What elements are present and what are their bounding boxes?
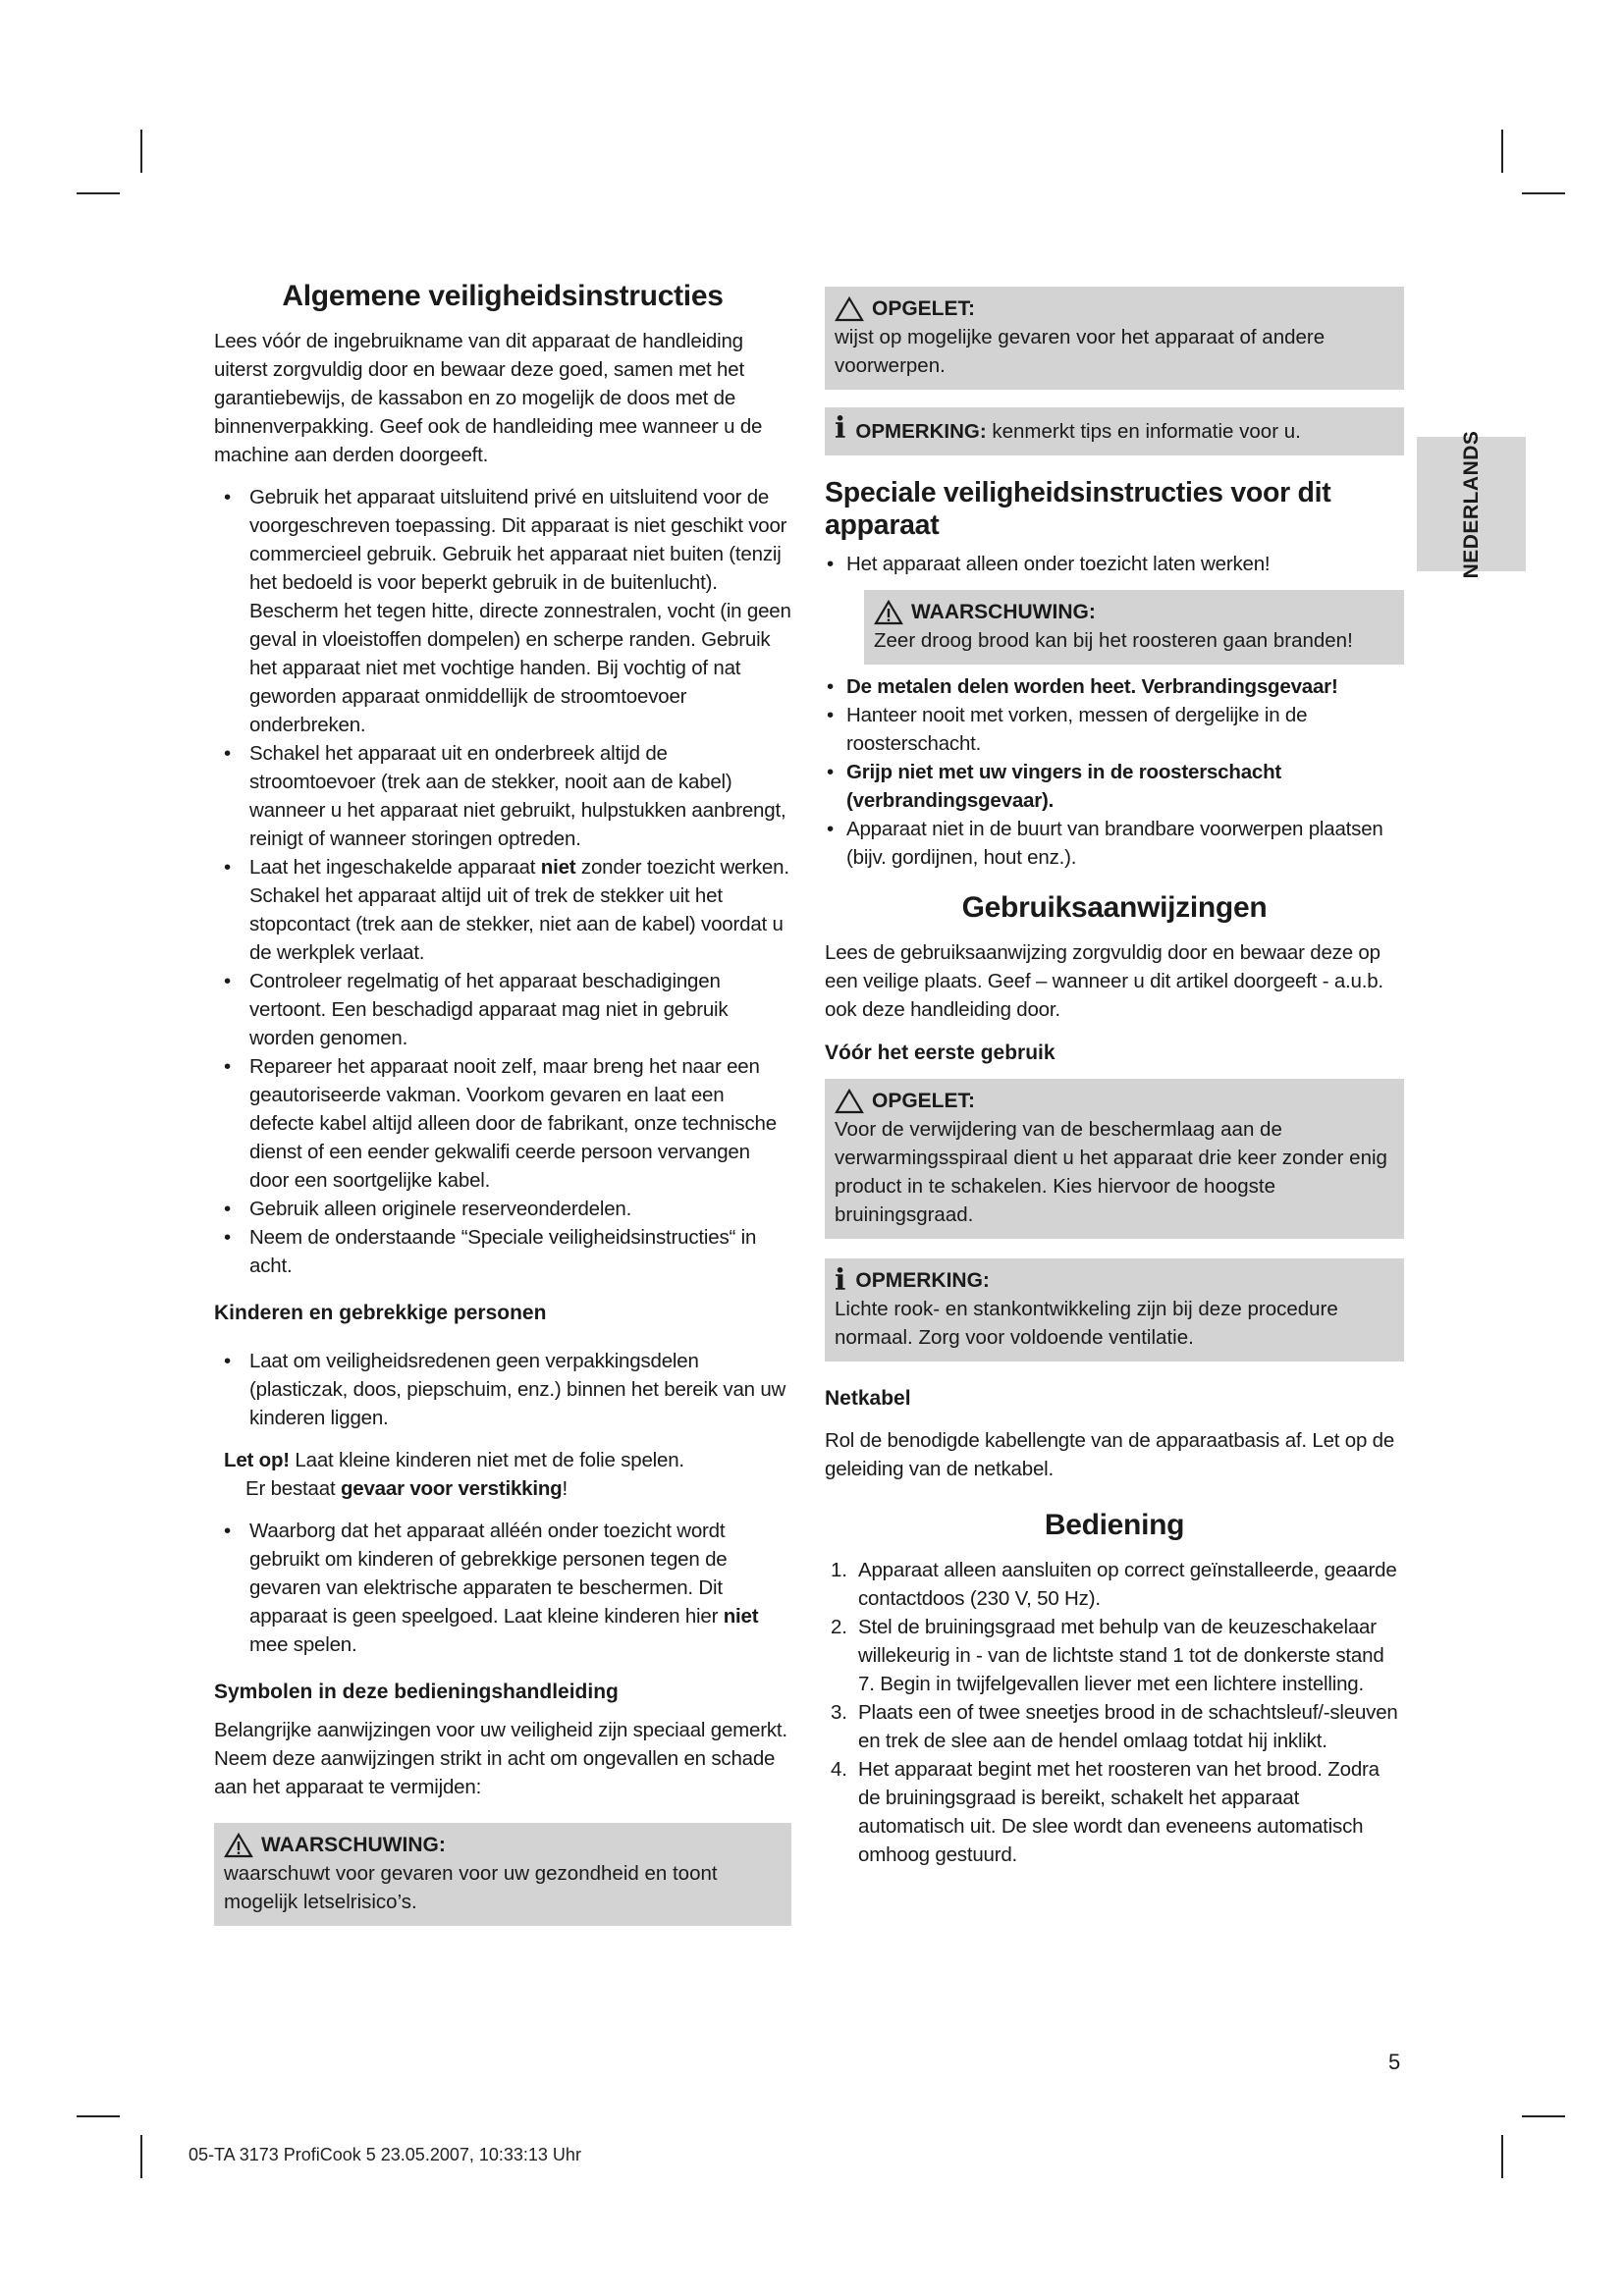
crop-mark xyxy=(1501,130,1503,173)
list-item: • Apparaat niet in de buurt van brandbare voorwerpen plaatsen (bijv. gordijnen, hout enz.). xyxy=(827,818,1383,869)
list-item: • Grijp niet met uw vingers in de roosterschacht (verbrandingsgevaar). xyxy=(827,761,1282,812)
note-box-2-text: Lichte rook- en stankontwikkeling zijn bij deze procedure normaal. Zorg voor voldoende ventilatie. xyxy=(835,1298,1338,1349)
left-column xyxy=(214,280,791,1926)
list-item: • Gebruik alleen originele reserveonderdelen. xyxy=(224,1198,632,1220)
warning-box xyxy=(214,1823,791,1926)
children-bullet-list xyxy=(214,1347,791,1432)
caution-box-2 xyxy=(825,1079,1404,1239)
heading-cable: Netkabel xyxy=(825,1387,911,1410)
list-item: 1. Apparaat alleen aansluiten op correct geïnstalleerde, geaarde contactdoos (230 V, 50 Hz). xyxy=(831,1559,1397,1610)
crop-mark xyxy=(140,130,142,173)
crop-mark xyxy=(1522,2115,1565,2117)
cable-paragraph: Rol de benodigde kabellengte van de apparaatbasis af. Let op de geleiding van de netkabel. xyxy=(825,1429,1395,1480)
list-item: 2. Stel de bruiningsgraad met behulp van de keuzeschakelaar willekeurig in - van de lichtste stand 1 tot de donkerste stand 7. Begin in twijfelgevallen liever met een lichtere instelling. xyxy=(831,1616,1384,1695)
note-box: i OPMERKING: kenmerkt tips en informatie voor u. xyxy=(825,407,1404,455)
crop-mark xyxy=(77,192,120,194)
caution-triangle-icon xyxy=(835,1089,864,1114)
caution-box-2-text: Voor de verwijdering van de beschermlaag aan de verwarmingsspiraal dient u het apparaat drie keer zonder enig product in te schakelen. Kies hiervoor de hoogste bruiningsgraad. xyxy=(835,1118,1387,1226)
warning-triangle-icon xyxy=(224,1833,253,1858)
list-item: • Controleer regelmatig of het apparaat beschadigingen vertoont. Een beschadigd apparaat mag niet in gebruik worden genomen. xyxy=(224,970,729,1049)
list-item: • Waarborg dat het apparaat alléén onder toezicht wordt gebruikt om kinderen of gebrekkige personen tegen de gevaren van elektrische apparaten te beschermen. Dit apparaat is geen speelgoed. Laat kleine kinderen hier niet mee spelen. xyxy=(224,1520,759,1656)
section-title-special-safety: Speciale veiligheidsinstructies voor dit apparaat xyxy=(825,477,1331,541)
caution-box-title: OPGELET: xyxy=(872,297,976,320)
heading-first-use: Vóór het eerste gebruik xyxy=(825,1041,1056,1064)
list-item: • Repareer het apparaat nooit zelf, maar breng het naar een geautoriseerde vakman. Voorkom gevaren en laat een defecte kabel altijd alleen door de fabrikant, onze technische dienst of een eender gekwalifi ceerde persoon vervangen door een soortgelijke kabel. xyxy=(224,1055,777,1192)
warning-box-title: WAARSCHUWING: xyxy=(261,1834,446,1856)
info-icon: i xyxy=(835,411,846,446)
crop-mark xyxy=(77,2115,120,2117)
warning-box-2 xyxy=(864,590,1404,665)
safety-bullet-list xyxy=(214,483,791,1280)
special-bullet-list xyxy=(825,550,1404,578)
list-item: 3. Plaats een of twee sneetjes brood in de schachtsleuf/-sleuven en trek de slee aan de hendel omlaag totdat hij inklikt. xyxy=(831,1701,1398,1752)
list-item: • Neem de onderstaande “Speciale veiligheidsinstructies“ in acht. xyxy=(224,1226,757,1277)
operation-steps xyxy=(825,1556,1404,1869)
info-icon: i xyxy=(835,1262,846,1298)
heading-children: Kinderen en gebrekkige personen xyxy=(214,1302,547,1324)
list-item: • Laat het ingeschakelde apparaat niet zonder toezicht werken. Schakel het apparaat altijd uit of trek de stekker uit het stopcontact (trek aan de stekker, niet aan de kabel) voordat u de werkplek verlaat. xyxy=(224,856,789,964)
section-title-usage: Gebruiksaanwijzingen xyxy=(961,891,1268,924)
crop-mark xyxy=(1522,192,1565,194)
warning-box-text: waarschuwt voor gevaren voor uw gezondheid en toont mogelijk letselrisico’s. xyxy=(224,1862,718,1913)
note-box-2-title: OPMERKING: xyxy=(855,1269,990,1292)
intro-paragraph: Lees vóór de ingebruikname van dit apparaat de handleiding uiterst zorgvuldig door en bewaar deze goed, samen met het garantiebewijs, de kassabon en zo mogelijk de doos met de binnenverpakking. Geef ook de handleiding mee wanneer u de machine aan derden doorgeeft. xyxy=(214,330,763,466)
caution-note: Let op! Laat kleine kinderen niet met de folie spelen. Er bestaat gevaar voor verstikking! xyxy=(224,1449,684,1500)
page-number: 5 xyxy=(1388,2050,1401,2074)
list-item: • Het apparaat alleen onder toezicht laten werken! xyxy=(827,553,1271,575)
crop-mark xyxy=(1501,2135,1503,2178)
caution-box-2-title: OPGELET: xyxy=(872,1090,976,1112)
list-item: • Laat om veiligheidsredenen geen verpakkingsdelen (plasticzak, doos, piepschuim, enz.) binnen het bereik van uw kinderen liggen. xyxy=(224,1350,786,1429)
language-tab xyxy=(1417,430,1526,578)
warning-triangle-icon xyxy=(874,600,903,625)
language-tab-label: NEDERLANDS xyxy=(1459,430,1483,578)
right-column xyxy=(825,287,1404,1869)
section-title-general-safety: Algemene veiligheidsinstructies xyxy=(282,280,724,312)
crop-mark xyxy=(140,2135,142,2178)
caution-box xyxy=(825,287,1404,390)
section-title-operation: Bediening xyxy=(1044,1509,1185,1541)
caution-box-text: wijst op mogelijke gevaren voor het apparaat of andere voorwerpen. xyxy=(835,326,1326,377)
warning-box-2-title: WAARSCHUWING: xyxy=(911,601,1096,623)
warning-box-2-text: Zeer droog brood kan bij het roosteren gaan branden! xyxy=(874,629,1353,652)
list-item: • De metalen delen worden heet. Verbrandingsgevaar! xyxy=(827,675,1338,698)
note-box-2 xyxy=(825,1258,1404,1362)
print-footer: 05-TA 3173 ProfiCook 5 23.05.2007, 10:33:13 Uhr xyxy=(189,2145,581,2164)
list-item: • Gebruik het apparaat uitsluitend privé en uitsluitend voor de voorgeschreven toepassing. Dit apparaat is niet geschikt voor commercieel gebruik. Gebruik het apparaat niet buiten (tenzij het bedoeld is voor beperkt gebruik in de buitenlucht). Bescherm het tegen hitte, directe zonnestralen, vocht (in geen geval in vloeistoffen dompelen) en scherpe randen. Gebruik het apparaat niet met vochtige handen. Bij vochtig of nat geworden apparaat onmiddellijk de stroomtoevoer onderbreken. xyxy=(224,486,791,736)
usage-paragraph: Lees de gebruiksaanwijzing zorgvuldig door en bewaar deze op een veilige plaats. Geef – wanneer u dit artikel doorgeeft - a.u.b. ook deze handleiding door. xyxy=(825,941,1383,1021)
special-bullet-list-2 xyxy=(825,672,1404,872)
heading-symbols: Symbolen in deze bedieningshandleiding xyxy=(214,1681,619,1703)
list-item: 4. Het apparaat begint met het roosteren van het brood. Zodra de bruiningsgraad is bereikt, schakelt het apparaat automatisch uit. De slee wordt dan eveneens automatisch omhoog gestuurd. xyxy=(831,1758,1380,1866)
list-item: • Hanteer nooit met vorken, messen of dergelijke in de roosterschacht. xyxy=(827,704,1308,755)
symbols-paragraph: Belangrijke aanwijzingen voor uw veiligheid zijn speciaal gemerkt. Neem deze aanwijzingen strikt in acht om ongevallen en schade aan het apparaat te vermijden: xyxy=(214,1719,787,1798)
caution-triangle-icon xyxy=(835,296,864,322)
list-item: • Schakel het apparaat uit en onderbreek altijd de stroomtoevoer (trek aan de stekker, nooit aan de kabel) wanneer u het apparaat niet gebruikt, hulpstukken aanbrengt, reinigt of wanneer storingen optreden. xyxy=(224,742,786,850)
children-bullet-list-2 xyxy=(214,1517,791,1659)
